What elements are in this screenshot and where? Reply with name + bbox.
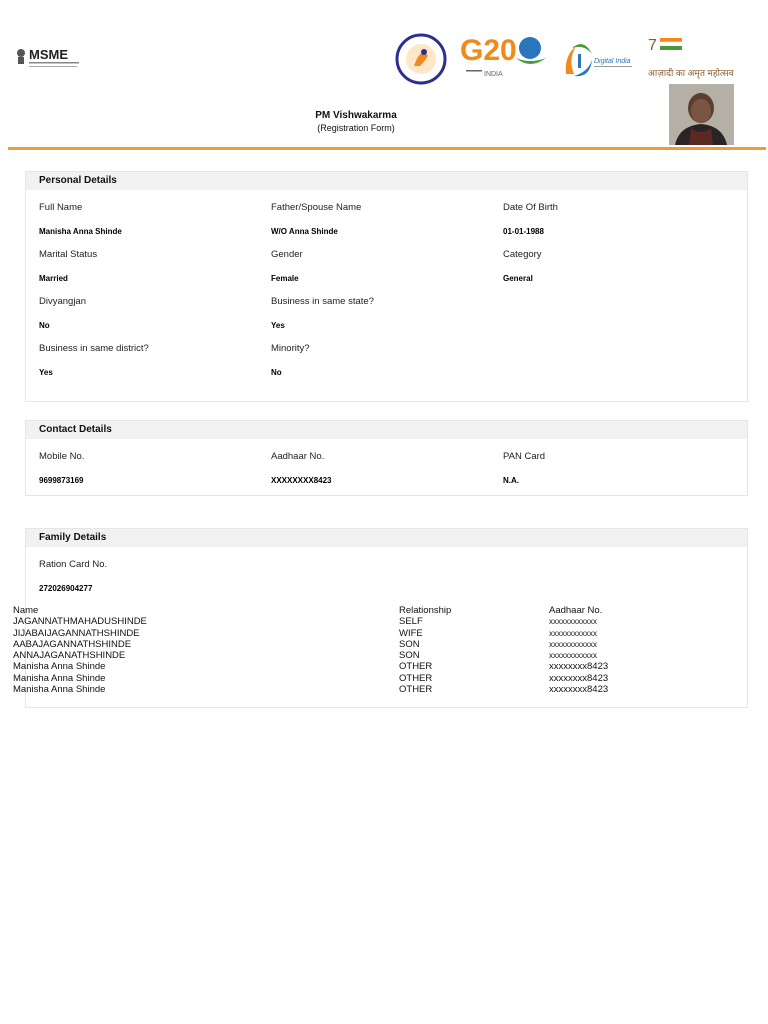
form-title-block [200,110,512,133]
table-cell: OTHER [399,672,433,684]
divyangjan-label: Divyangjan [39,296,86,307]
aadhaar-label: Aadhaar No. [271,451,325,462]
svg-text:MSME: MSME [29,47,68,62]
table-cell: Manisha Anna Shinde [13,672,106,684]
table-cell: SON [399,650,420,662]
marital-status-value: Married [39,274,68,283]
contact-details-section [25,420,748,496]
applicant-photo [669,84,734,145]
mobile-value: 9699873169 [39,476,84,485]
same-state-value: Yes [271,321,285,330]
category-value: General [503,274,533,283]
ration-card-value: 272026904277 [39,584,93,593]
marital-status-label: Marital Status [39,249,98,260]
table-cell: xxxxxxxxxxxx [549,639,597,649]
table-cell: WIFE [399,627,423,639]
same-state-label: Business in same state? [271,296,374,307]
table-cell: xxxxxxxx8423 [549,684,609,696]
column-header-aadhaar: Aadhaar No. [549,605,603,616]
column-header-relationship: Relationship [399,605,452,616]
table-cell: ANNAJAGANATHSHINDE [13,650,126,662]
relationship-column [399,605,451,695]
dob-label: Date Of Birth [503,202,558,213]
personal-details-section [25,171,748,402]
digital-india-logo [562,36,638,82]
table-cell: Manisha Anna Shinde [13,661,106,673]
pan-label: PAN Card [503,451,546,462]
pan-value: N.A. [503,476,519,485]
table-cell: JIJABAIJAGANNATHSHINDE [13,627,140,639]
aadhaar-value: XXXXXXXX8423 [271,476,332,485]
pm-vishwakarma-logo [394,32,448,86]
minority-label: Minority? [271,343,310,354]
section-heading: Personal Details [26,172,747,190]
section-heading: Family Details [26,529,747,547]
father-spouse-value: W/O Anna Shinde [271,227,338,236]
table-cell: xxxxxxxxxxxx [549,628,597,638]
page-title: PM Vishwakarma [315,110,397,121]
full-name-value: Manisha Anna Shinde [39,227,122,236]
minority-value: No [271,368,282,377]
page-subtitle: (Registration Form) [317,123,395,133]
svg-text:आज़ादी का अमृत महोत्सव: आज़ादी का अमृत महोत्सव [648,68,734,78]
category-label: Category [503,249,542,260]
table-cell: xxxxxxxxxxxx [549,651,597,661]
table-cell: OTHER [399,684,433,696]
same-district-label: Business in same district? [39,343,149,354]
table-cell: JAGANNATHMAHADUSHINDE [13,616,147,628]
table-cell: AABAJAGANNATHSHINDE [13,638,132,650]
svg-text:7: 7 [648,37,657,54]
azadi-amrit-logo [646,34,734,82]
mobile-label: Mobile No. [39,451,85,462]
svg-text:G20: G20 [460,34,517,67]
gender-label: Gender [271,249,303,260]
full-name-label: Full Name [39,202,83,213]
partner-logos [394,32,734,86]
table-cell: xxxxxxxx8423 [549,661,609,673]
divyangjan-value: No [39,321,50,330]
msme-logo [14,42,86,72]
svg-text:Digital India: Digital India [594,58,631,65]
father-spouse-label: Father/Spouse Name [271,202,362,213]
svg-text:INDIA: INDIA [484,71,503,78]
table-cell: Manisha Anna Shinde [13,684,106,696]
same-district-value: Yes [39,368,53,377]
table-cell: SON [399,638,420,650]
dob-value: 01-01-1988 [503,227,544,236]
column-header-name: Name [13,605,39,616]
ration-card-label: Ration Card No. [39,559,108,570]
table-cell: xxxxxxxx8423 [549,672,609,684]
name-column [13,605,147,695]
table-cell: SELF [399,616,423,628]
table-cell: xxxxxxxxxxxx [549,617,597,627]
g20-logo [458,32,552,82]
table-cell: OTHER [399,661,433,673]
gender-value: Female [271,274,299,283]
aadhaar-column [549,605,608,695]
section-heading: Contact Details [26,421,747,439]
header-divider [8,147,766,150]
